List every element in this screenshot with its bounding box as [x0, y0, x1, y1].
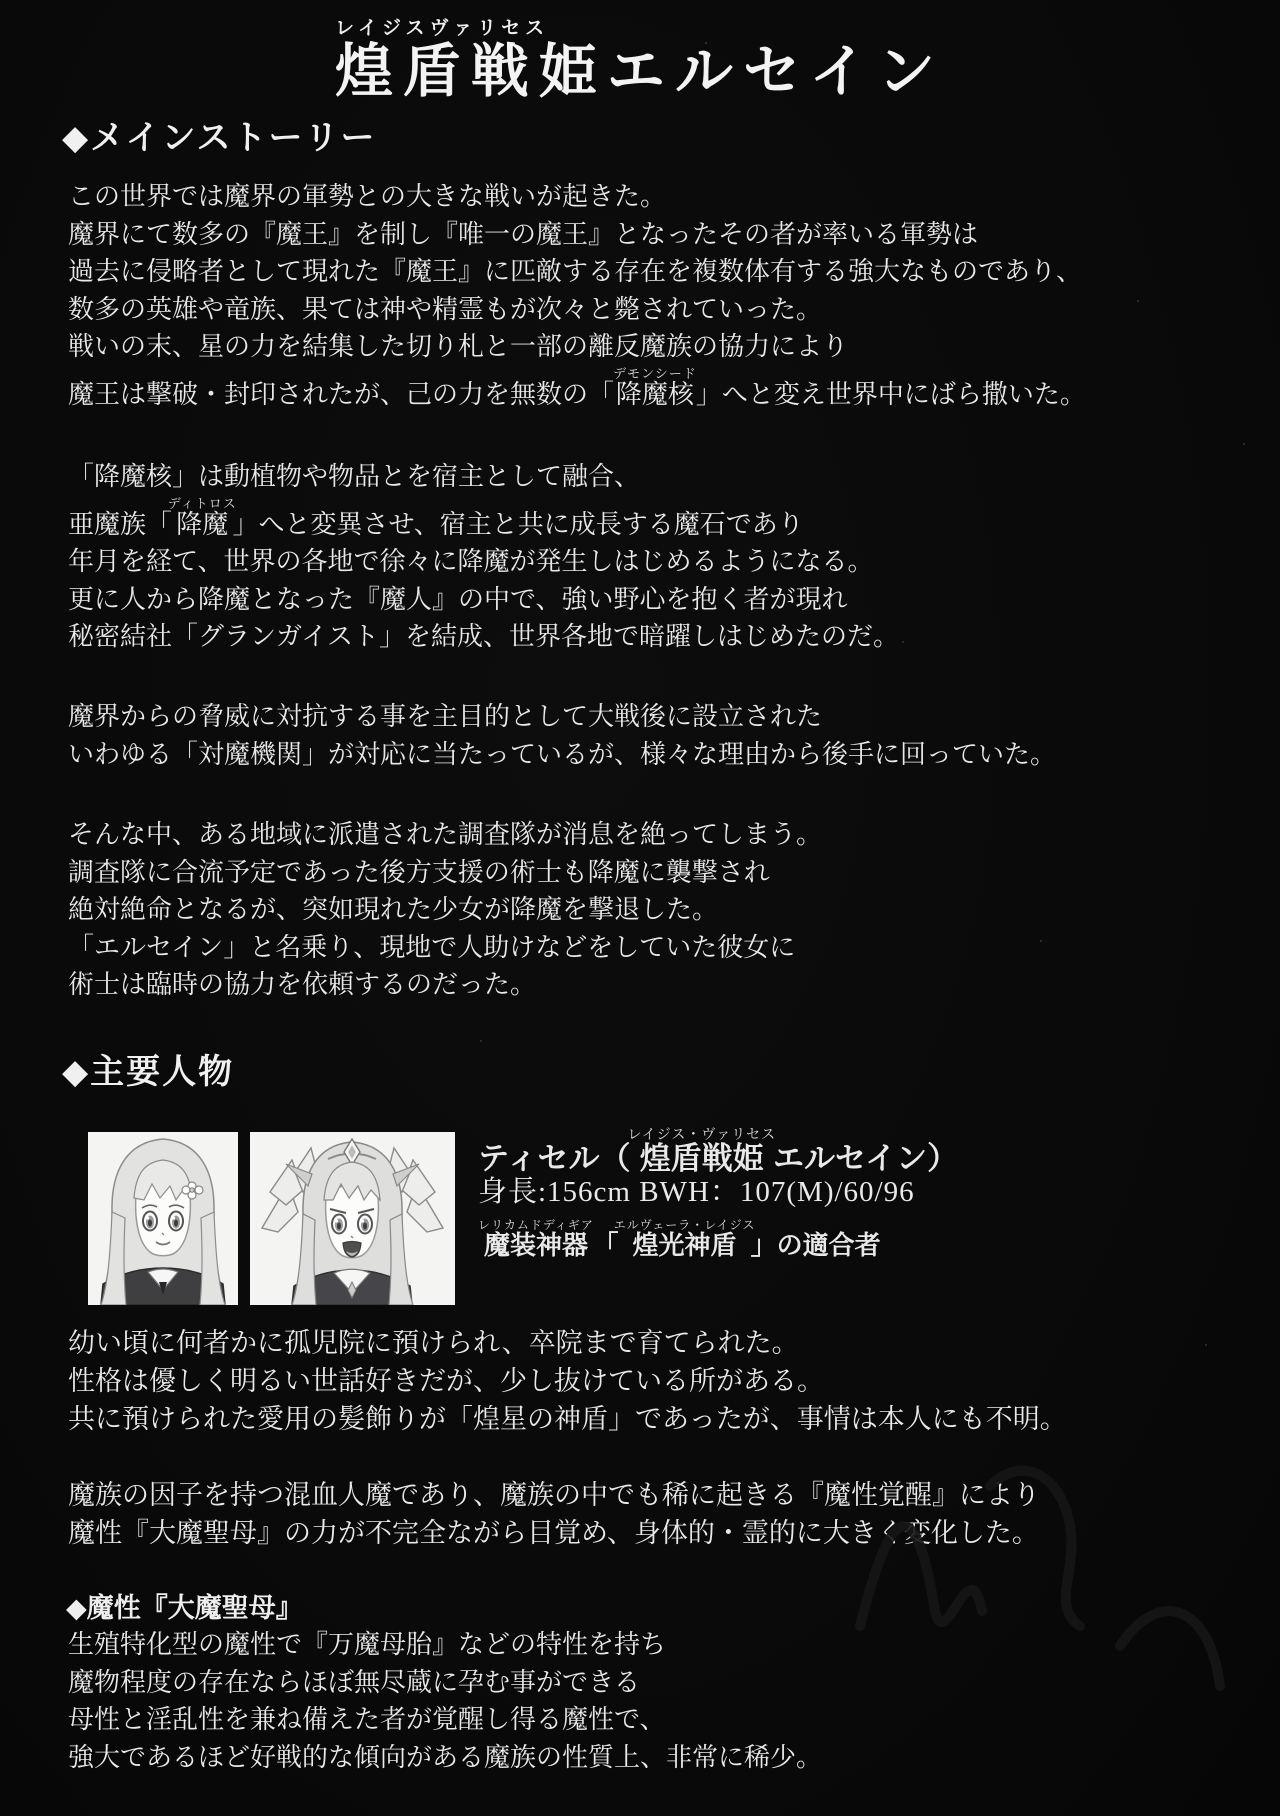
text-line: 数多の英雄や竜族、果ては神や精霊もが次々と斃されていった。: [68, 294, 823, 324]
text-line: この世界では魔界の軍勢との大きな戦いが起きた。: [68, 182, 667, 211]
text-line: そんな中、ある地域に派遣された調査隊が消息を絶ってしまう。: [68, 820, 823, 849]
text-line: 強大であるほど好戦的な傾向がある魔族の性質上、非常に稀少。: [68, 1742, 823, 1772]
character-gear: [478, 1218, 881, 1269]
text-line: 生殖特化型の魔性で『万魔母胎』などの特性を持ち: [68, 1630, 667, 1659]
text-line: 年月を経て、世界の各地で徐々に降魔が発生しはじめるようになる。: [68, 547, 874, 576]
text-line: 術士は臨時の協力を依頼するのだった。: [68, 970, 537, 999]
text-line: 魔性『大魔聖母』の力が不完全ながら目覚め、身体的・霊的に大きく変化した。: [68, 1518, 1039, 1548]
story-paragraph-2: [68, 458, 899, 656]
text-line: 母性と淫乱性を兼ね備えた者が覚醒し得る魔性で、: [68, 1705, 666, 1734]
text-line: 共に預けられた愛用の髪飾りが「煌星の神盾」であったが、事情は本人にも不明。: [68, 1404, 1067, 1434]
text-line: 身長:156cm BWH：107(M)/60/96: [478, 1176, 915, 1208]
text-line: 魔族の因子を持つ混血人魔であり、魔族の中でも稀に起きる『魔性覚醒』により: [68, 1480, 1040, 1510]
trait-heading: ◆魔性『大魔聖母』: [66, 1593, 303, 1623]
text-line: 過去に侵略者として現れた『魔王』に匹敵する存在を複数体有する強大なものであり、: [68, 257, 1083, 286]
title-furigana: レイジスヴァリセス: [335, 18, 550, 39]
main-story-heading: ◆メインストーリー: [62, 119, 377, 157]
text-line: 秘密結社「グランガイスト」を結成、世界各地で暗躍しはじめたのだ。: [68, 622, 899, 651]
text-line: 戦いの末、星の力を結集した切り札と一部の離反魔族の協力により: [68, 332, 849, 361]
story-paragraph-3: [68, 698, 1056, 773]
text-line: 調査隊に合流予定であった後方支援の術士も降魔に襲撃され: [68, 857, 770, 887]
tisel-normal-portrait: [88, 1132, 238, 1305]
story-paragraph-4: [68, 816, 822, 1004]
girl-awakened-portrait-image: [250, 1132, 455, 1305]
story-paragraph-1: [68, 178, 1086, 413]
text-line: 更に人から降魔となった『魔人』の中で、強い野心を抱く者が現れ: [68, 584, 848, 614]
text-line: 亜魔族「降魔ディトロス」へと変異させ、宿主と共に成長する魔石であり: [68, 495, 804, 539]
text-line: 性格は優しく明るい世話好きだが、少し抜けている所がある。: [68, 1366, 824, 1396]
girl-normal-portrait-image: [88, 1132, 238, 1305]
text-line: いわゆる「対魔機関」が対応に当たっているが、様々な理由から後手に回っていた。: [68, 739, 1057, 769]
page-title: 煌盾戦姫エルセイン: [334, 39, 946, 104]
text-line: 魔装神器レリカムドディギア「煌光神盾エルヴェーラ・レイジス」の適合者: [478, 1218, 881, 1260]
text-line: 魔王は撃破・封印されたが、己の力を無数の「降魔核デモンシード」へと変え世界中にばら撒いた。: [68, 365, 1086, 409]
text-line: 「エルセイン」と名乗り、現地で人助けなどをしていた彼女に: [68, 932, 796, 962]
text-line: 「降魔核」は動植物や物品とを宿主として融合、: [68, 462, 641, 491]
text-line: 魔物程度の存在ならほぼ無尽蔵に孕む事ができる: [68, 1667, 641, 1697]
text-line: 絶対絶命となるが、突如現れた少女が降魔を撃退した。: [68, 895, 719, 924]
main-characters-heading: ◆主要人物: [62, 1053, 235, 1091]
text-line: 幼い頃に何者かに孤児院に預けられ、卒院まで育てられた。: [68, 1328, 799, 1358]
text-line: ティセル（煌盾戦姫レイジス・ヴァリセスエルセイン）: [478, 1126, 959, 1176]
tisel-awakened-portrait: [250, 1132, 455, 1305]
trait-paragraph: [68, 1626, 822, 1776]
handwritten-scribble: [820, 1396, 1240, 1696]
character-stats: [478, 1174, 915, 1210]
text-line: 魔界からの脅威に対抗する事を主目的として大戦後に設立された: [68, 702, 823, 731]
text-line: 魔界にて数多の『魔王』を制し『唯一の魔王』となったその者が率いる軍勢は: [68, 219, 979, 249]
